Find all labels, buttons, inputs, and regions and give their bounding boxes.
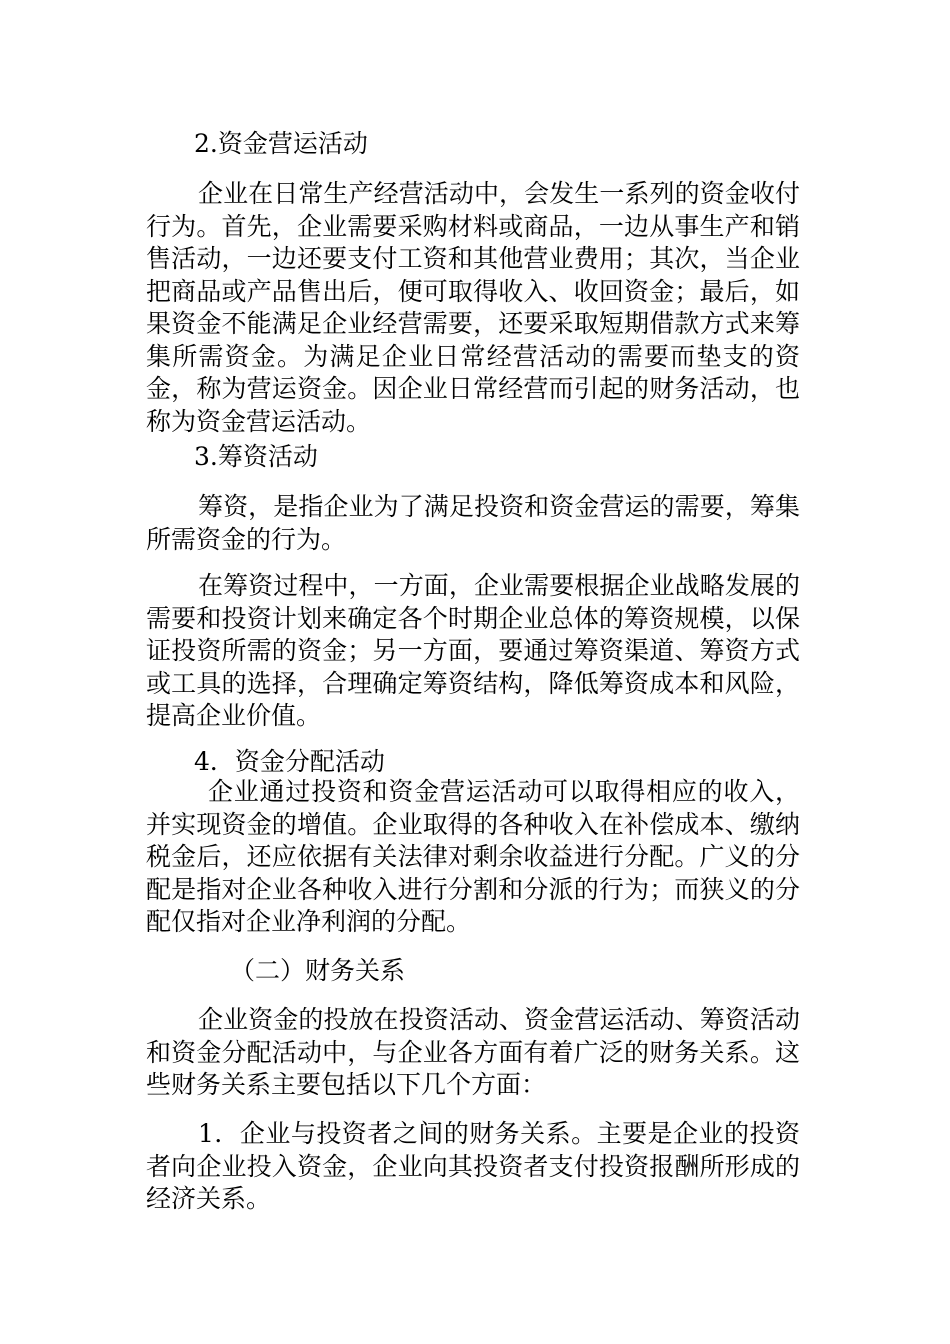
paragraph-investor-relation: 1．企业与投资者之间的财务关系。主要是企业的投资者向企业投入资金，企业向其投资者支付投资报酬所形成的经济关系。 xyxy=(146,1119,800,1213)
paragraph-financing-definition: 筹资，是指企业为了满足投资和资金营运的需要，筹集所需资金的行为。 xyxy=(146,492,800,554)
heading-capital-operation: 2.资金营运活动 xyxy=(194,129,368,158)
paragraph-financing-process: 在筹资过程中，一方面，企业需要根据企业战略发展的需要和投资计划来确定各个时期企业总体的筹资规模，以保证投资所需的资金；另一方面，要通过筹资渠道、筹资方式或工具的选择，合理确定筹资结构，降低筹资成本和风险，提高企业价值。 xyxy=(146,571,800,730)
heading-financial-relations: （二）财务关系 xyxy=(230,956,406,985)
heading-distribution: 4．资金分配活动 xyxy=(194,747,385,776)
heading-financing: 3.筹资活动 xyxy=(194,442,318,471)
paragraph-distribution: 企业通过投资和资金营运活动可以取得相应的收入，并实现资金的增值。企业取得的各种收入在补偿成本、缴纳税金后，还应依据有关法律对剩余收益进行分配。广义的分配是指对企业各种收入进行分割和分派的行为；而狭义的分配仅指对企业净利润的分配。 xyxy=(146,777,800,936)
paragraph-financial-relations: 企业资金的投放在投资活动、资金营运活动、筹资活动和资金分配活动中，与企业各方面有着广泛的财务关系。这些财务关系主要包括以下几个方面： xyxy=(146,1005,800,1099)
paragraph-capital-operation: 企业在日常生产经营活动中，会发生一系列的资金收付行为。首先，企业需要采购材料或商品，一边从事生产和销售活动，一边还要支付工资和其他营业费用；其次，当企业把商品或产品售出后，便可取得收入、收回资金；最后，如果资金不能满足企业经营需要，还要采取短期借款方式来筹集所需资金。为满足企业日常经营活动的需要而垫支的资金，称为营运资金。因企业日常经营而引起的财务活动，也称为资金营运活动。 xyxy=(146,179,800,436)
